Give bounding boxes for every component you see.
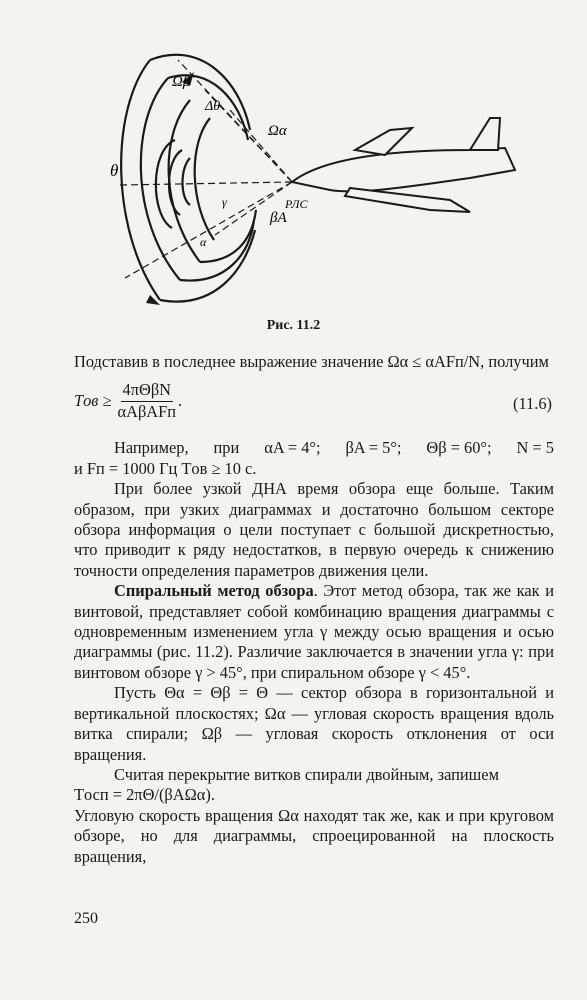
equation-11-6 (74, 380, 554, 432)
label-pls: РЛС (285, 197, 308, 211)
figure-caption: Рис. 11.2 (266, 318, 321, 333)
paragraph-3: При более узкой ДНА время обзора еще больше. Таким образом, при узких диаграммах и достаточно большом секторе обзора информация о цели поступает с большой дискретностью, что приводит к ряду недостатков, в первую очередь к снижению точности определения параметров движения цели. (74, 479, 554, 580)
label-gamma: γ (222, 195, 227, 209)
example-pri: при (213, 438, 240, 458)
label-theta: θ (110, 161, 119, 180)
paragraph-4-body: . Этот метод обзора, так же как и винтовой, представляет собой комбинацию вращения диаграммы с одновременным изменением угла γ между осью вращения и осью диаграммы (рис. 11.2). Различие заключается в значении угла γ: при винтовом обзоре γ > 45°, при спиральном обзоре γ < 45°. (74, 581, 554, 682)
label-omega-beta: Ωβ (172, 74, 191, 90)
example-theta: Θβ = 60°; (426, 438, 492, 458)
eq1-lhs: Tов ≥ (74, 391, 112, 411)
eq1-denominator: αAβAFп (117, 401, 177, 421)
body-text (74, 352, 554, 867)
label-omega-alpha: Ωα (268, 123, 287, 139)
example-alpha: αA = 4°; (264, 438, 321, 458)
example-word: Например, (114, 438, 189, 458)
eq1-tail: . (178, 391, 183, 411)
paragraph-6: Считая перекрытие витков спирали двойным, запишем (114, 764, 499, 784)
section-heading: Спиральный метод обзора (114, 581, 314, 601)
example-line (74, 438, 554, 458)
paragraph-1: Подставив в последнее выражение значение Ωα ≤ αAFп/N, получим (74, 352, 549, 371)
example-line-2: и Fп = 1000 Гц Tов ≥ 10 с. (74, 458, 257, 478)
example-n: N = 5 (516, 438, 554, 458)
page-number: 250 (74, 910, 98, 927)
paragraph-5: Пусть Θα = Θβ = Θ — сектор обзора в горизонтальной и вертикальной плоскостях; Ωα — угловая скорость вращения вдоль витка спирали; Ωβ — угловая скорость отклонения от оси вращения. (74, 683, 554, 764)
example-beta: βA = 5°; (345, 438, 402, 458)
equation-number: (11.6) (513, 394, 552, 414)
label-alpha: α (200, 235, 207, 249)
equation-2: Tосп = 2πΘ/(βAΩα). (74, 785, 215, 805)
paragraph-7: Угловую скорость вращения Ωα находят так же, как и при круговом обзоре, но для диаграммы, спроецированной на плоскость вращения, (74, 805, 554, 866)
label-delta-theta: Δθ (205, 99, 221, 114)
label-beta-a: βA (270, 210, 287, 226)
spiral-scan-figure (0, 0, 587, 312)
eq1-numerator: 4πΘβN (121, 380, 173, 401)
paragraph-4 (74, 581, 554, 683)
